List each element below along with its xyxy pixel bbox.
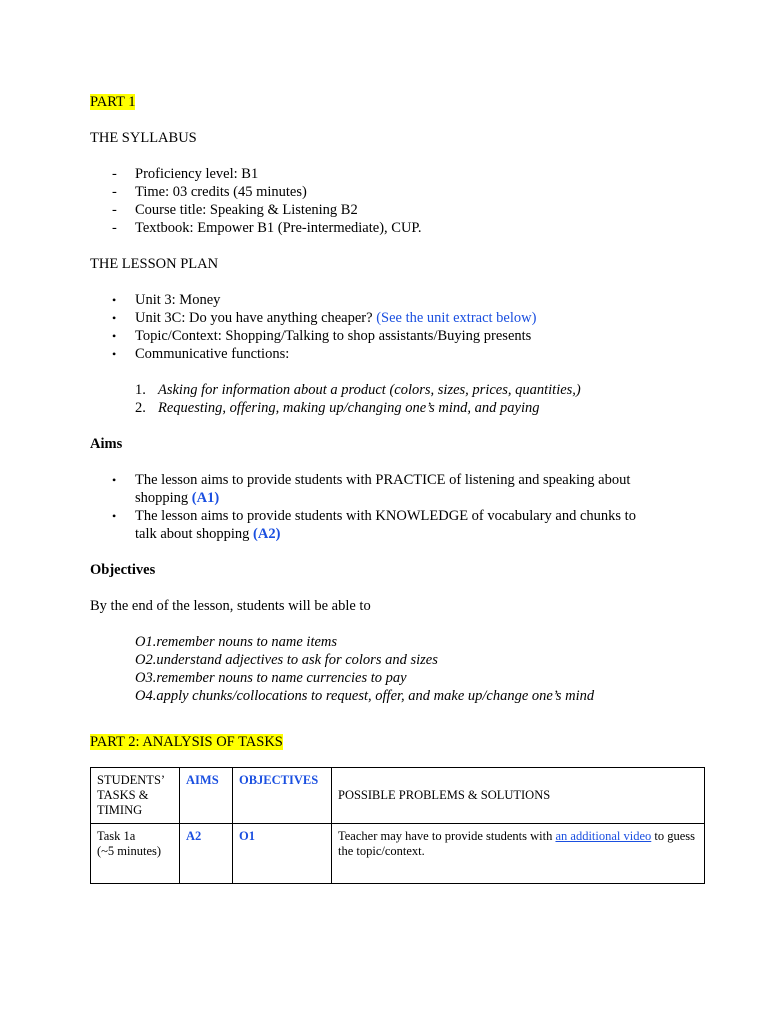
list-item: 2. Requesting, offering, making up/changing one’s mind, and paying: [135, 400, 540, 416]
header-objectives: OBJECTIVES: [233, 768, 332, 824]
task-cell: Task 1a (~5 minutes): [91, 824, 180, 884]
dash-marker: -: [112, 184, 117, 200]
number-marker: 2.: [135, 400, 146, 416]
list-item: • The lesson aims to provide students with KNOWLEDGE of vocabulary and chunks to talk about shopping (A2): [112, 508, 636, 542]
list-item: O3.remember nouns to name currencies to pay: [135, 670, 407, 686]
table-header-row: [91, 768, 705, 824]
bullet-marker: •: [112, 509, 117, 523]
tasks-table: [90, 767, 705, 884]
list-item: - Course title: Speaking & Listening B2: [112, 202, 358, 218]
bullet-marker: •: [112, 293, 117, 307]
part1-heading: [90, 93, 710, 111]
list-item: • Unit 3: Money: [112, 292, 221, 308]
list-item: O1.remember nouns to name items: [135, 634, 338, 650]
dash-marker: -: [112, 220, 117, 236]
list-item: - Textbook: Empower B1 (Pre-intermediate), CUP.: [112, 220, 422, 236]
list-item: - Time: 03 credits (45 minutes): [112, 184, 307, 200]
aims-list: [90, 471, 710, 543]
document-page: [90, 93, 710, 884]
list-item: O4.apply chunks/collocations to request, offer, and make up/change one’s mind: [135, 688, 595, 704]
list-item: O2.understand adjectives to ask for colors and sizes: [135, 652, 438, 668]
bullet-marker: •: [112, 473, 117, 487]
list-item: • The lesson aims to provide students with PRACTICE of listening and speaking about shopping (A1): [112, 472, 631, 506]
problem-cell: Teacher may have to provide students with an additional video to guess the topic/context.: [332, 824, 705, 884]
number-marker: 1.: [135, 382, 146, 398]
lesson-plan-heading: THE LESSON PLAN: [90, 256, 219, 272]
objectives-list: [90, 633, 710, 705]
list-item: - Proficiency level: B1: [112, 166, 259, 182]
part1-heading-text: PART 1: [90, 94, 136, 110]
objective-cell: O1: [233, 824, 332, 884]
aims-heading: Aims: [90, 436, 123, 452]
syllabus-list: [90, 165, 710, 237]
header-tasks: STUDENTS’ TASKS & TIMING: [91, 768, 180, 824]
aim-cell: A2: [180, 824, 233, 884]
aim-tag: (A2): [253, 526, 281, 542]
part2-heading: [90, 733, 710, 751]
list-item: • Topic/Context: Shopping/Talking to shop assistants/Buying presents: [112, 328, 532, 344]
aim-tag: (A1): [191, 490, 220, 506]
header-aims: AIMS: [180, 768, 233, 824]
functions-list: [90, 381, 710, 417]
dash-marker: -: [112, 202, 117, 218]
lesson-plan-list: [90, 291, 710, 363]
header-problems: POSSIBLE PROBLEMS & SOLUTIONS: [332, 768, 705, 824]
bullet-marker: •: [112, 347, 117, 361]
bullet-marker: •: [112, 311, 117, 325]
objectives-intro: By the end of the lesson, students will be able to: [90, 598, 371, 614]
part2-heading-text: PART 2: ANALYSIS OF TASKS: [90, 734, 283, 750]
table-row: [91, 824, 705, 884]
list-item: • Communicative functions:: [112, 346, 290, 362]
objectives-heading: Objectives: [90, 562, 156, 578]
additional-video-link[interactable]: an additional video: [555, 829, 652, 843]
list-item: 1. Asking for information about a product (colors, sizes, prices, quantities,): [135, 382, 581, 398]
dash-marker: -: [112, 166, 117, 182]
bullet-marker: •: [112, 329, 117, 343]
list-item: • Unit 3C: Do you have anything cheaper? (See the unit extract below): [112, 310, 537, 326]
syllabus-heading: THE SYLLABUS: [90, 130, 197, 146]
unit-extract-link[interactable]: (See the unit extract below): [376, 310, 537, 326]
